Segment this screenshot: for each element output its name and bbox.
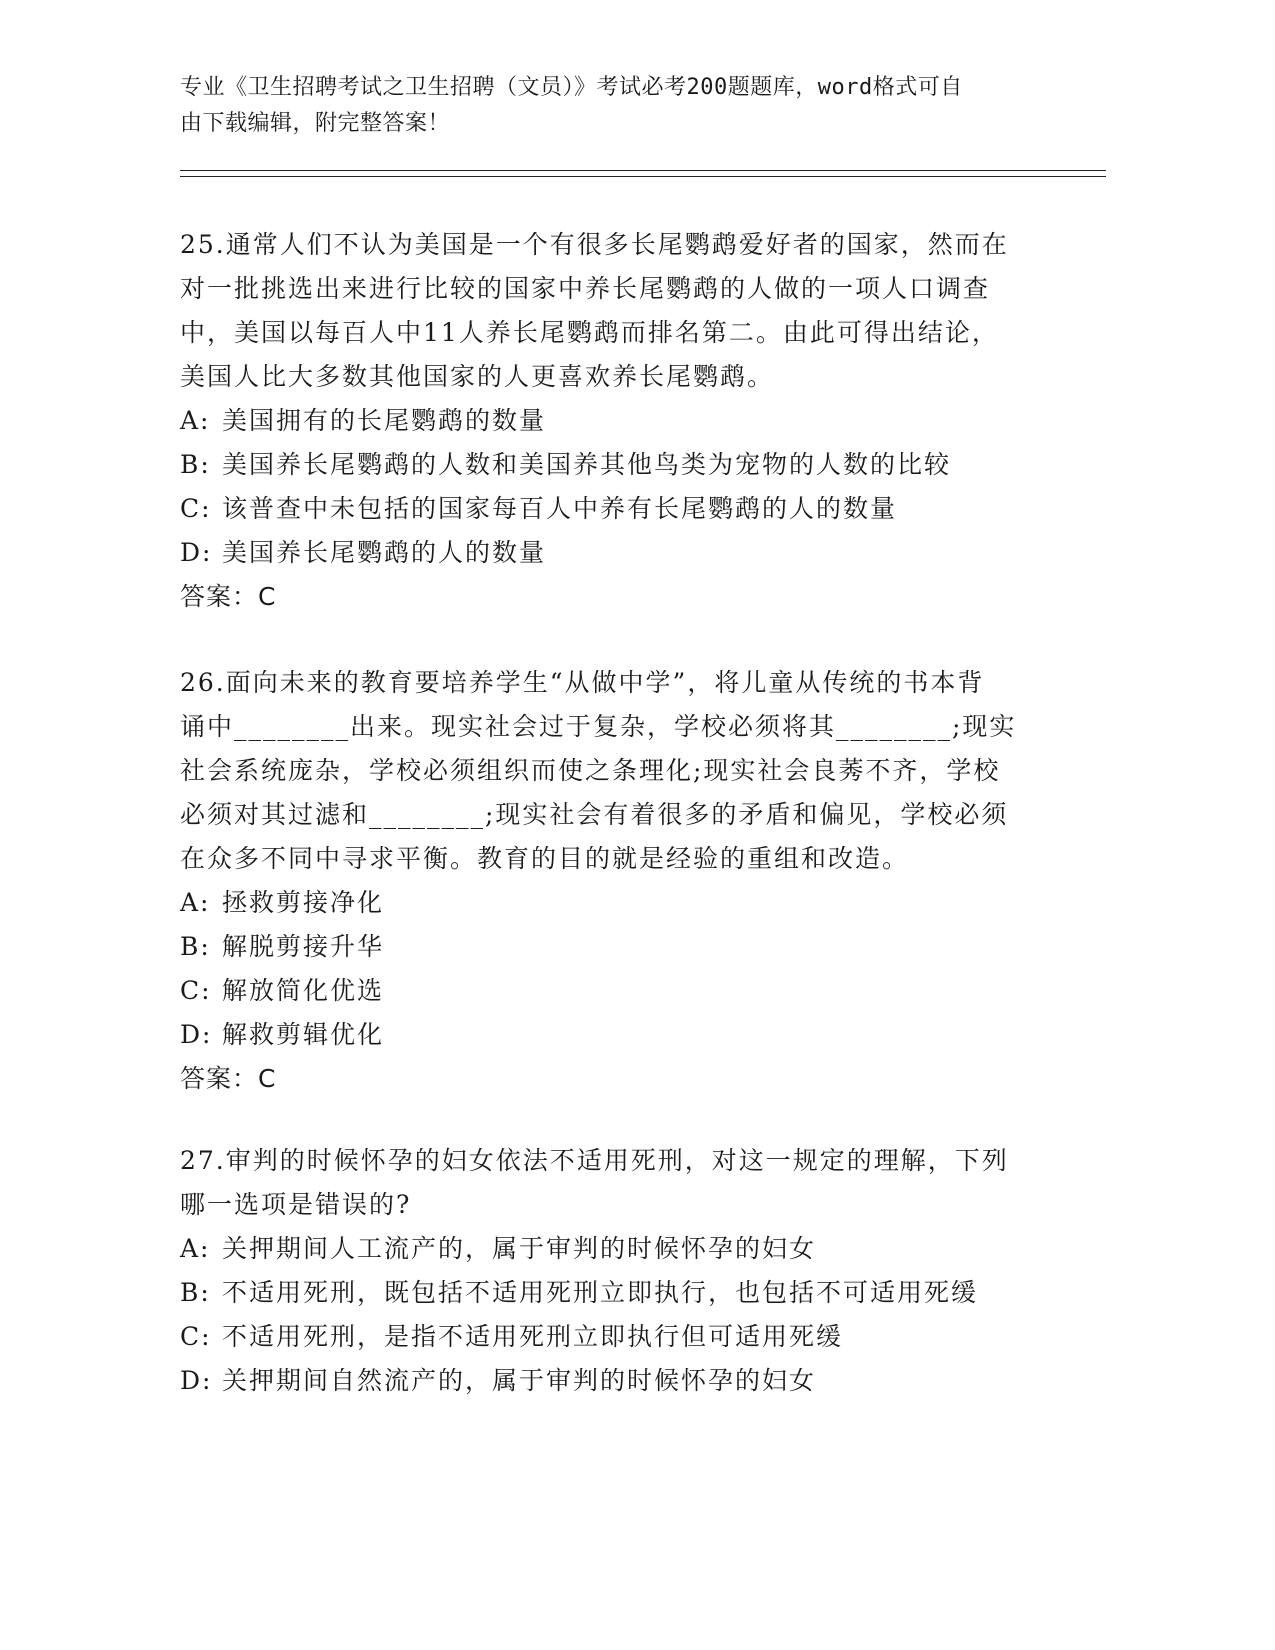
option-text: 不适用死刑，既包括不适用死刑立即执行，也包括不可适用死缓 bbox=[222, 1278, 979, 1307]
stem-line: 中，美国以每百人中11人养长尾鹦鹉而排名第二。由此可得出结论， bbox=[180, 318, 999, 347]
option-text: 美国养长尾鹦鹉的人的数量 bbox=[222, 538, 547, 567]
option-label: D: bbox=[180, 1020, 213, 1049]
option-label: A: bbox=[180, 406, 211, 435]
option-b bbox=[180, 925, 1040, 969]
stem-line: 美国人比大多数其他国家的人更喜欢养长尾鹦鹉。 bbox=[180, 362, 775, 391]
option-text: 解脱剪接升华 bbox=[222, 932, 385, 961]
option-label: B: bbox=[180, 450, 211, 479]
header-divider-top bbox=[180, 170, 1106, 171]
stem-line: 哪一选项是错误的? bbox=[180, 1190, 412, 1219]
answer-line: 答案：C bbox=[180, 1064, 277, 1093]
stem-line: 诵中________出来。现实社会过于复杂，学校必须将其________;现实 bbox=[180, 712, 1017, 741]
option-text: 拯救剪接净化 bbox=[222, 888, 385, 917]
option-label: A: bbox=[180, 1234, 211, 1263]
option-b bbox=[180, 1271, 1040, 1315]
header-line-1: 专业《卫生招聘考试之卫生招聘（文员）》考试必考200题题库，word格式可自 bbox=[180, 75, 963, 100]
stem-line: 在众多不同中寻求平衡。教育的目的就是经验的重组和改造。 bbox=[180, 844, 910, 873]
stem-line: 必须对其过滤和________;现实社会有着很多的矛盾和偏见，学校必须 bbox=[180, 800, 1009, 829]
option-label: C: bbox=[180, 976, 212, 1005]
option-label: C: bbox=[180, 494, 212, 523]
header-divider-bottom bbox=[180, 176, 1106, 177]
option-a bbox=[180, 1227, 1040, 1271]
option-c bbox=[180, 487, 1040, 531]
question-stem bbox=[180, 223, 1040, 399]
option-label: A: bbox=[180, 888, 211, 917]
stem-line: 对一批挑选出来进行比较的国家中养长尾鹦鹉的人做的一项人口调查 bbox=[180, 274, 991, 303]
option-text: 该普查中未包括的国家每百人中养有长尾鹦鹉的人的数量 bbox=[222, 494, 898, 523]
option-text: 美国养长尾鹦鹉的人数和美国养其他鸟类为宠物的人数的比较 bbox=[222, 450, 952, 479]
option-d bbox=[180, 1359, 1040, 1403]
option-text: 关押期间人工流产的，属于审判的时候怀孕的妇女 bbox=[222, 1234, 817, 1263]
stem-line: 社会系统庞杂，学校必须组织而使之条理化;现实社会良莠不齐，学校 bbox=[180, 756, 1001, 785]
option-d bbox=[180, 531, 1040, 575]
answer-line: 答案：C bbox=[180, 582, 277, 611]
option-c bbox=[180, 969, 1040, 1013]
question-stem bbox=[180, 661, 1040, 881]
option-b bbox=[180, 443, 1040, 487]
option-text: 关押期间自然流产的，属于审判的时候怀孕的妇女 bbox=[222, 1366, 817, 1395]
header-line-2: 由下载编辑，附完整答案！ bbox=[180, 111, 451, 136]
option-text: 美国拥有的长尾鹦鹉的数量 bbox=[222, 406, 547, 435]
option-label: C: bbox=[180, 1322, 212, 1351]
option-text: 不适用死刑，是指不适用死刑立即执行但可适用死缓 bbox=[222, 1322, 844, 1351]
option-text: 解放简化优选 bbox=[222, 976, 385, 1005]
option-label: D: bbox=[180, 538, 213, 567]
question-27 bbox=[180, 1139, 1040, 1403]
stem-line: 25.通常人们不认为美国是一个有很多长尾鹦鹉爱好者的国家，然而在 bbox=[180, 230, 1009, 259]
option-d bbox=[180, 1013, 1040, 1057]
option-label: D: bbox=[180, 1366, 213, 1395]
option-label: B: bbox=[180, 932, 211, 961]
document-header bbox=[180, 70, 1040, 142]
option-text: 解救剪辑优化 bbox=[222, 1020, 385, 1049]
option-a bbox=[180, 881, 1040, 925]
option-a bbox=[180, 399, 1040, 443]
question-26 bbox=[180, 661, 1040, 1101]
stem-line: 27.审判的时候怀孕的妇女依法不适用死刑，对这一规定的理解，下列 bbox=[180, 1146, 1009, 1175]
option-c bbox=[180, 1315, 1040, 1359]
stem-line: 26.面向未来的教育要培养学生“从做中学”，将儿童从传统的书本背 bbox=[180, 668, 985, 697]
option-label: B: bbox=[180, 1278, 211, 1307]
question-25 bbox=[180, 223, 1040, 619]
question-stem bbox=[180, 1139, 1040, 1227]
